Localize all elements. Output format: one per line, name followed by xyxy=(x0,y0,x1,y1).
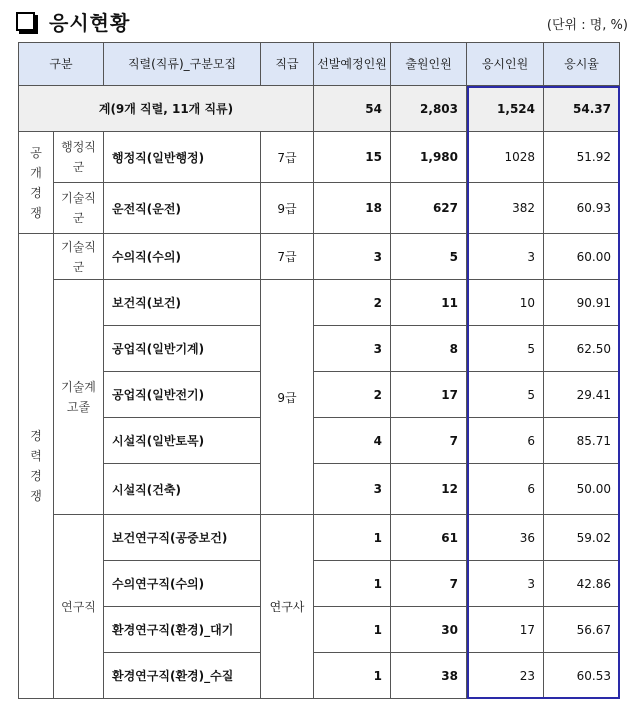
applicants-cell: 38 xyxy=(391,653,467,699)
planned-cell: 1 xyxy=(314,515,391,561)
table-row xyxy=(19,132,620,183)
job-cell: 시설직(건축) xyxy=(104,464,261,515)
job-cell: 공업직(일반전기) xyxy=(104,372,261,418)
unit-label: (단위 : 명, %) xyxy=(546,18,628,33)
examinees-cell: 36 xyxy=(467,515,544,561)
grade-cell: 7급 xyxy=(261,234,314,280)
grade-cell: 연구사 xyxy=(261,515,314,699)
subgroup-admin: 행정직군 xyxy=(54,132,104,183)
exam-status-table xyxy=(18,42,620,699)
total-applicants: 2,803 xyxy=(391,86,467,132)
header-applicants: 출원인원 xyxy=(391,43,467,86)
applicants-cell: 17 xyxy=(391,372,467,418)
checkbox-square-icon xyxy=(16,12,35,31)
applicants-cell: 8 xyxy=(391,326,467,372)
table-row xyxy=(19,607,620,653)
job-cell: 수의직(수의) xyxy=(104,234,261,280)
planned-cell: 1 xyxy=(314,607,391,653)
applicants-cell: 1,980 xyxy=(391,132,467,183)
table-row xyxy=(19,653,620,699)
group-open-competition: 공개경쟁 xyxy=(19,132,54,234)
examinees-cell: 1028 xyxy=(467,132,544,183)
header-grade: 직급 xyxy=(261,43,314,86)
applicants-cell: 12 xyxy=(391,464,467,515)
group-career-competition: 경력경쟁 xyxy=(19,234,54,699)
job-cell: 시설직(일반토목) xyxy=(104,418,261,464)
job-cell: 공업직(일반기계) xyxy=(104,326,261,372)
title-text: 응시현황 xyxy=(49,10,131,35)
header-rate: 응시율 xyxy=(544,43,620,86)
rate-cell: 60.00 xyxy=(544,234,620,280)
rate-cell: 60.53 xyxy=(544,653,620,699)
total-rate: 54.37 xyxy=(544,86,620,132)
planned-cell: 3 xyxy=(314,326,391,372)
examinees-cell: 23 xyxy=(467,653,544,699)
examinees-cell: 6 xyxy=(467,464,544,515)
header-row xyxy=(19,43,620,86)
applicants-cell: 7 xyxy=(391,561,467,607)
total-row xyxy=(19,86,620,132)
table-row xyxy=(19,561,620,607)
rate-cell: 59.02 xyxy=(544,515,620,561)
subgroup-highschool: 기술계고졸 xyxy=(54,280,104,515)
applicants-cell: 627 xyxy=(391,183,467,234)
applicants-cell: 7 xyxy=(391,418,467,464)
examinees-cell: 17 xyxy=(467,607,544,653)
table-row xyxy=(19,326,620,372)
total-examinees: 1,524 xyxy=(467,86,544,132)
applicants-cell: 30 xyxy=(391,607,467,653)
job-cell: 보건연구직(공중보건) xyxy=(104,515,261,561)
grade-cell: 9급 xyxy=(261,280,314,515)
job-cell: 보건직(보건) xyxy=(104,280,261,326)
planned-cell: 3 xyxy=(314,464,391,515)
header-job: 직렬(직류)_구분모집 xyxy=(104,43,261,86)
job-cell: 행정직(일반행정) xyxy=(104,132,261,183)
applicants-cell: 61 xyxy=(391,515,467,561)
header-category: 구분 xyxy=(19,43,104,86)
header-planned: 선발예정인원 xyxy=(314,43,391,86)
rate-cell: 62.50 xyxy=(544,326,620,372)
grade-cell: 9급 xyxy=(261,183,314,234)
table-row xyxy=(19,183,620,234)
examinees-cell: 382 xyxy=(467,183,544,234)
planned-cell: 15 xyxy=(314,132,391,183)
planned-cell: 2 xyxy=(314,372,391,418)
rate-cell: 85.71 xyxy=(544,418,620,464)
table-row xyxy=(19,464,620,515)
planned-cell: 2 xyxy=(314,280,391,326)
table-row xyxy=(19,515,620,561)
examinees-cell: 10 xyxy=(467,280,544,326)
table-row xyxy=(19,234,620,280)
total-planned: 54 xyxy=(314,86,391,132)
examinees-cell: 3 xyxy=(467,234,544,280)
job-cell: 수의연구직(수의) xyxy=(104,561,261,607)
rate-cell: 56.67 xyxy=(544,607,620,653)
job-cell: 환경연구직(환경)_대기 xyxy=(104,607,261,653)
header-examinees: 응시인원 xyxy=(467,43,544,86)
examinees-cell: 5 xyxy=(467,326,544,372)
planned-cell: 3 xyxy=(314,234,391,280)
table-row xyxy=(19,418,620,464)
job-cell: 운전직(운전) xyxy=(104,183,261,234)
rate-cell: 50.00 xyxy=(544,464,620,515)
job-cell: 환경연구직(환경)_수질 xyxy=(104,653,261,699)
planned-cell: 1 xyxy=(314,561,391,607)
planned-cell: 1 xyxy=(314,653,391,699)
table-row xyxy=(19,280,620,326)
rate-cell: 90.91 xyxy=(544,280,620,326)
applicants-cell: 5 xyxy=(391,234,467,280)
table-row xyxy=(19,372,620,418)
examinees-cell: 5 xyxy=(467,372,544,418)
examinees-cell: 3 xyxy=(467,561,544,607)
page-title xyxy=(16,6,130,36)
examinees-cell: 6 xyxy=(467,418,544,464)
subgroup-tech: 기술직군 xyxy=(54,234,104,280)
planned-cell: 4 xyxy=(314,418,391,464)
rate-cell: 29.41 xyxy=(544,372,620,418)
rate-cell: 42.86 xyxy=(544,561,620,607)
rate-cell: 60.93 xyxy=(544,183,620,234)
subgroup-tech: 기술직군 xyxy=(54,183,104,234)
planned-cell: 18 xyxy=(314,183,391,234)
rate-cell: 51.92 xyxy=(544,132,620,183)
total-label: 계(9개 직렬, 11개 직류) xyxy=(19,86,314,132)
subgroup-research: 연구직 xyxy=(54,515,104,699)
grade-cell: 7급 xyxy=(261,132,314,183)
applicants-cell: 11 xyxy=(391,280,467,326)
